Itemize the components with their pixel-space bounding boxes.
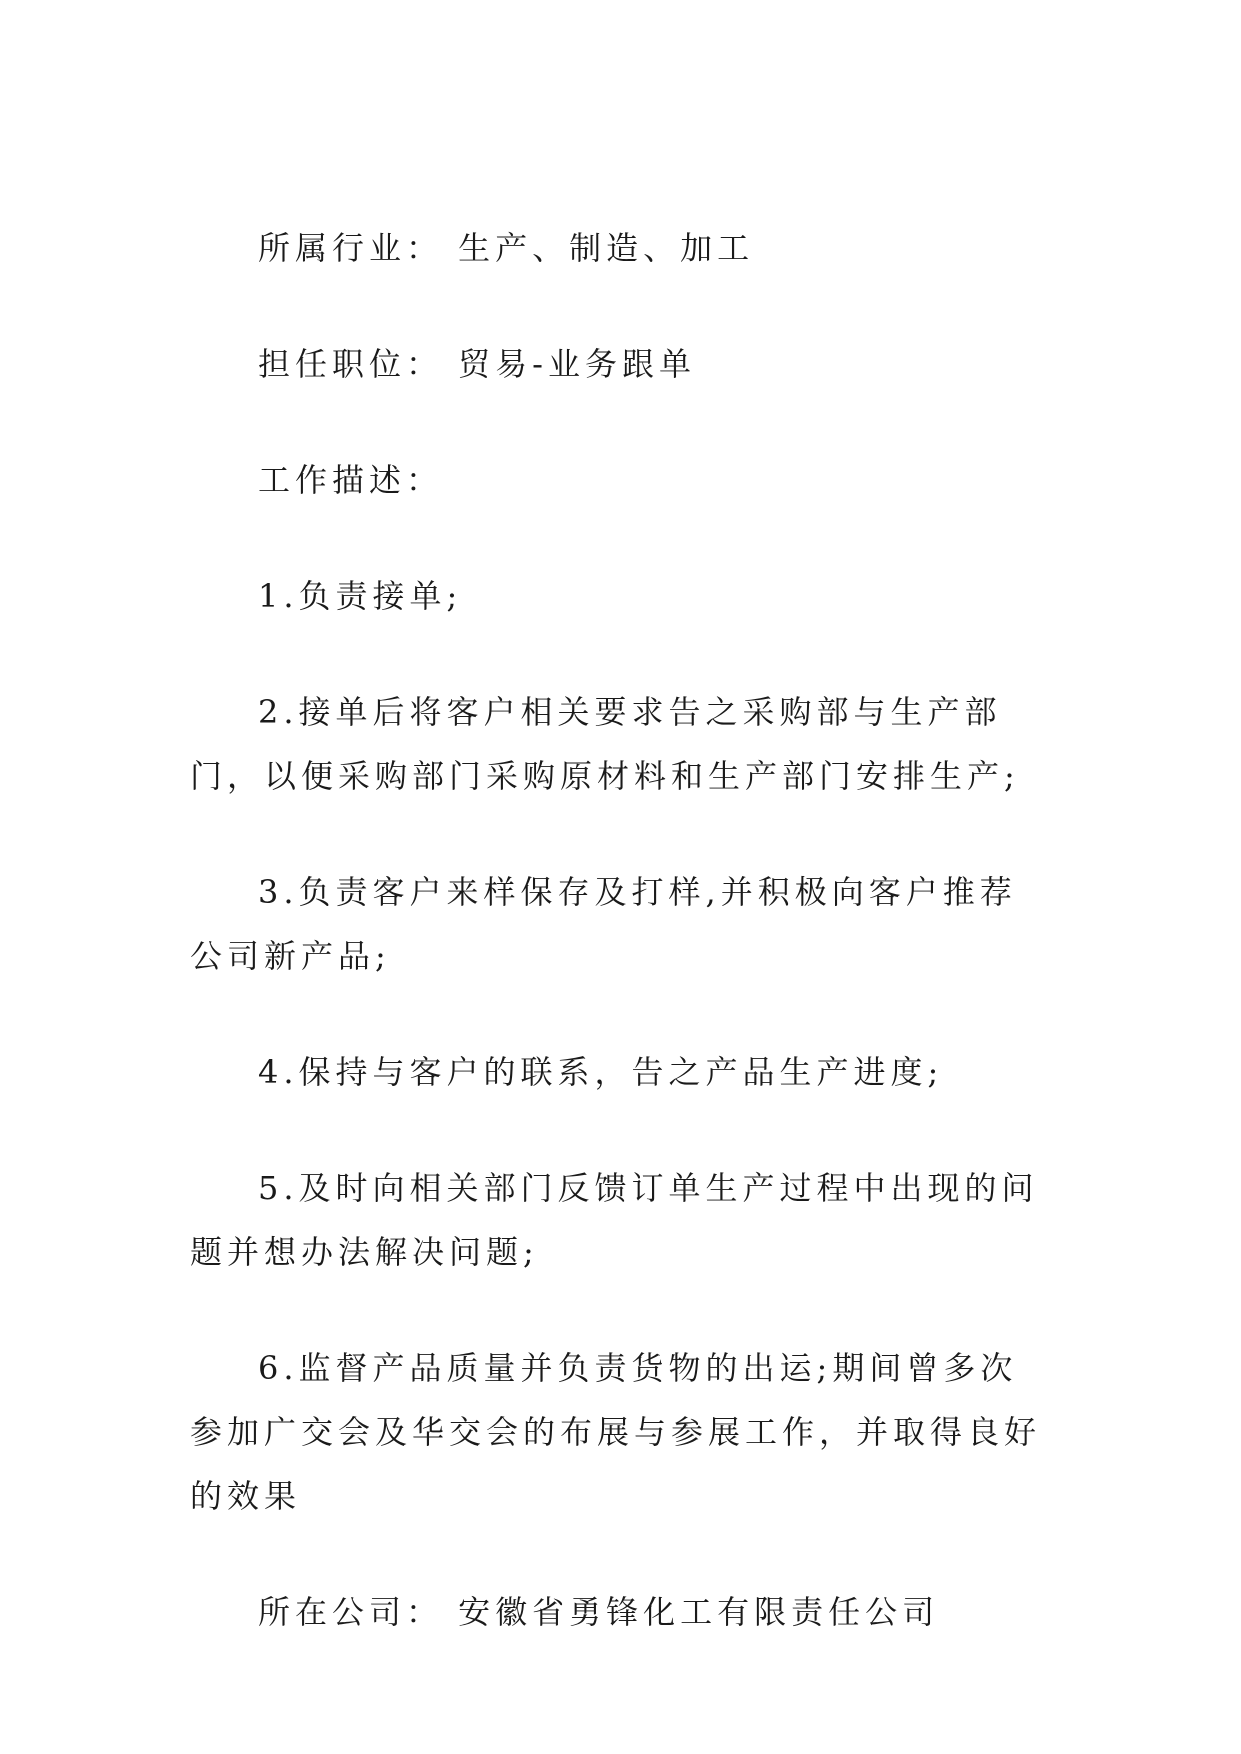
duty-item-1: 1.负责接单;	[258, 577, 463, 615]
duty-item-4: 4.保持与客户的联系，告之产品生产进度;	[258, 1053, 944, 1091]
document-body	[190, 216, 1050, 1696]
position-line: 担任职位： 贸易-业务跟单	[258, 345, 696, 383]
industry-line: 所属行业： 生产、制造、加工	[258, 229, 755, 267]
job-description-heading: 工作描述：	[258, 461, 444, 499]
duty-item-5: 5.及时向相关部门反馈订单生产过程中出现的问题并想办法解决问题;	[190, 1169, 1039, 1271]
duty-item-3: 3.负责客户来样保存及打样,并积极向客户推荐公司新产品;	[190, 873, 1017, 975]
duty-item-2: 2.接单后将客户相关要求告之采购部与生产部门，以便采购部门采购原材料和生产部门安排生产;	[190, 693, 1020, 795]
duty-item-6: 6.监督产品质量并负责货物的出运;期间曾多次参加广交会及华交会的布展与参展工作，并取得良好的效果	[190, 1349, 1042, 1515]
company-line: 所在公司： 安徽省勇锋化工有限责任公司	[258, 1593, 940, 1631]
